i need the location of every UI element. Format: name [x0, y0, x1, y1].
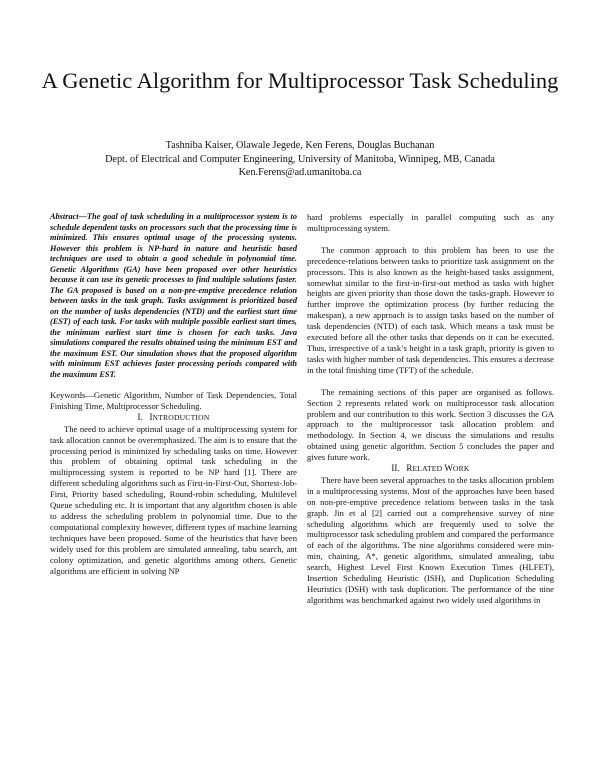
author-email: Ken.Ferens@ad.umanitoba.ca [238, 167, 362, 178]
right-column [307, 212, 554, 606]
abstract-label: Abstract— [50, 212, 87, 221]
keywords: Keywords—Genetic Algorithm, Number of Task Dependencies, Total Finishing Time, Multiprocessor Scheduling. [50, 390, 297, 411]
author-block [0, 139, 600, 180]
paragraph-introduction: The need to achieve optimal usage of a multiprocessing system for task allocation cannot be overemphasized. The aim is to ensure that the processing period is minimized by scheduling tasks on time. However this problem of obtaining optimal task scheduling in the multiprocessing system is reported to be NP hard [1]. There are different scheduling algorithms such as First-in-First-Out, Shortest-Job-First, Priority based scheduling, Round-robin scheduling, Multilevel Queue scheduling etc. It is important that any algorithm chosen is able to address the scheduling problem in polynomial time. Due to the computational complexity however, different types of machine learning techniques have been proposed. Some of the heuristics that have been widely used for this problem are simulated annealing, tabu search, ant colony optimization, and genetic algorithms among others. Genetic algorithms are efficient in solving NP [50, 423, 297, 576]
left-column [50, 212, 297, 576]
paper-title: A Genetic Algorithm for Multiprocessor Task Scheduling [41, 68, 559, 93]
abstract [50, 212, 297, 380]
abstract-text: The goal of task scheduling in a multiprocessor system is to schedule dependent tasks on processors such that the processing time is minimized. This ensures optimal usage of the processing systems. However this problem is NP-hard in nature and heuristic based techniques are used to obtain a good schedule in polynomial time. Genetic Algorithms (GA) have been proposed over other heuristics because it can use its genetic processes to find multiple solutions faster. The GA proposed is based on a non-pre-emptive precedence relation between tasks in the task graph. Tasks assignment is prioritized based on the number of tasks dependencies (NTD) and the earliest start time (EST) of each task. For tasks with multiple possible earliest start times, the minimum earliest start time is chosen for each tasks. Java simulations compared the results obtained using the minimum EST and the maximum EST. Our simulation shows that the proposed algorithm with minimum EST achieves faster processing periods compared with the maximum EST. [50, 212, 297, 379]
section-heading-related-work: II. RELATED WORK [391, 463, 470, 474]
section-heading-introduction: I. INTRODUCTION [137, 411, 210, 422]
paragraph-organisation: The remaining sections of this paper are organised as follows. Section 2 represents related work on multiprocessor task allocation problem and our contribution to this work. Section 3 discusses the GA approach to the multiprocessor task allocation problem and methodology. In Section 4, we discuss the simulations and results obtained using genetic algorithm. Section 5 concludes the paper and gives future work. [307, 386, 554, 463]
author-names: Tashniba Kaiser, Olawale Jegede, Ken Ferens, Douglas Buchanan [165, 140, 435, 151]
paragraph-continuation: hard problems especially in parallel computing such as any multiprocessing system. [307, 212, 554, 233]
paragraph-related-work: There have been several approaches to the tasks allocation problem in a multiprocessing systems. Most of the approaches have been based on non-pre-emptive precedence relations between tasks in the task graph. Jin et al [2] carried out a comprehensive survey of nine scheduling algorithms which are frequently used to solve the multiprocessor task scheduling problem and compared the performance of each of the algorithms. The nine algorithms considered were min-min, chaining, A*, genetic algorithms, simulated annealing, tabu search, Highest Level First Known Execution Times (HLFET), Insertion Scheduling Heuristic (ISH), and Duplication Scheduling Heuristics (DSH) with task duplication. The performance of the nine algorithms was benchmarked against two widely used algorithms in [307, 474, 554, 605]
author-affiliation: Dept. of Electrical and Computer Engineering, University of Manitoba, Winnipeg, MB, Canada [105, 153, 495, 165]
paragraph-approach: The common approach to this problem has been to use the precedence-relations between tasks to prioritize task assignment on the processors. This is also known as the height-based tasks assignment, somewhat similar to the first-in-first-out method as tasks with higher heights are given priority than those down the tasks-graph. However to further improve the optimization process (by further reducing the makespan), a new approach is to assign tasks based on the number of task dependencies (NTD) of each task. Which means a task must be executed before all the other tasks that depends on it can be executed. Thus, irrespective of a task’s height in a task graph, priority is given to tasks with higher number of task dependencies. This ensures a decrease in the total finishing time (TFT) of the schedule. [307, 244, 554, 375]
